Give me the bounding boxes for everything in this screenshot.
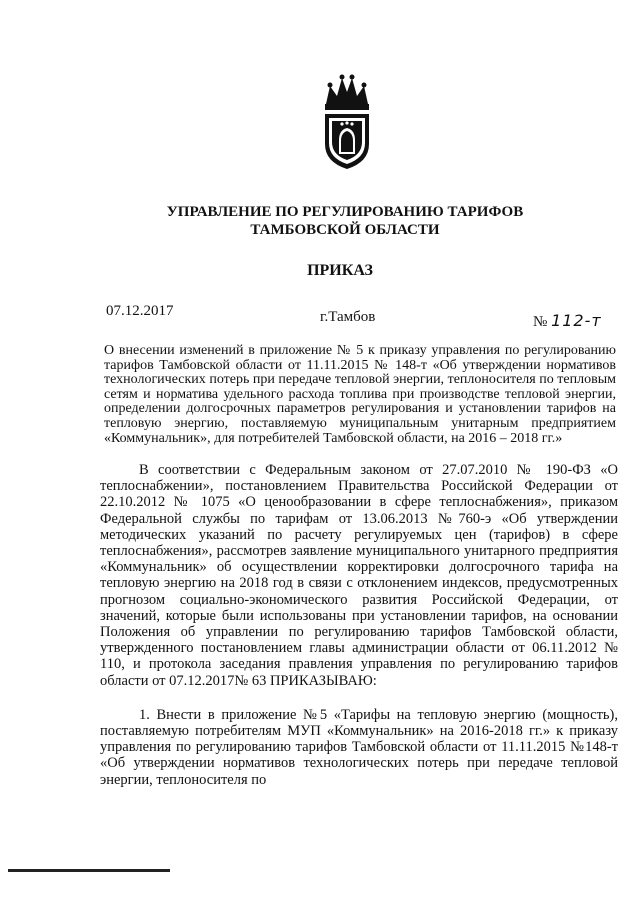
- tambov-coat-of-arms-icon: [320, 74, 374, 170]
- order-number-prefix: №: [533, 314, 548, 330]
- organization-name: [150, 203, 540, 239]
- document-type-title: ПРИКАЗ: [307, 262, 373, 279]
- order-city: г.Тамбов: [320, 309, 376, 325]
- bottom-rule: [8, 869, 170, 872]
- order-subject: [104, 344, 616, 446]
- order-subject-text: О внесении изменений в приложение № 5 к приказу управления по регулированию тарифов Тамбовской области от 11.11.2015 № 148-т «Об утверждении нормативов технологических потерь при передаче тепловой энергии, теплоносителя по тепловым сетям и норматива удельного расхода топлива при производстве тепловой энергии, определении долгосрочных параметров регулирования и установлении тарифов на тепловую энергию, поставляемую муниципальным унитарным предприятием «Коммунальник», для потребителей Тамбовской области, на 2016 – 2018 гг.»: [104, 343, 616, 446]
- order-date: 07.12.2017: [106, 303, 174, 319]
- organization-line-2: ТАМБОВСКОЙ ОБЛАСТИ: [250, 222, 440, 238]
- order-body: [100, 462, 618, 788]
- preamble-paragraph: В соответствии с Федеральным законом от 27.07.2010 № 190-ФЗ «О теплоснабжении», постановлением Правительства Российской Федерации от 22.10.2012 № 1075 «О ценообразовании в сфере теплоснабжения», приказом Федеральной службы по тарифам от 13.06.2013 №760-э «Об утверждении методических указаний по расчету регулируемых цен (тарифов) в сфере теплоснабжения», рассмотрев заявление муниципального унитарного предприятия «Коммунальник» об осуществлении корректировки долгосрочного тарифа на тепловую энергию на 2018 год в связи с отклонением индексов, предусмотренных прогнозом социально-экономического развития Российской Федерации, от значений, которые были использованы при установлении тарифов, на основании Положения об управлении по регулированию тарифов Тамбовской области, утвержденного постановлением главы администрации области от 06.11.2012 № 110, и протокола заседания правления управления по регулированию тарифов области от 07.12.2017№ 63 ПРИКАЗЫВАЮ:: [100, 462, 618, 689]
- order-number-handwritten: 112-т: [551, 311, 602, 330]
- clause-1-paragraph: 1. Внести в приложение №5 «Тарифы на тепловую энергию (мощность), поставляемую потребителям МУП «Коммунальник» на 2016-2018 гг.» к приказу управления по регулированию тарифов Тамбовской области от 11.11.2015 №148-т «Об утверждении нормативов технологических потерь при передаче тепловой энергии, теплоносителя по: [100, 706, 618, 788]
- order-number: [533, 311, 602, 331]
- organization-line-1: УПРАВЛЕНИЕ ПО РЕГУЛИРОВАНИЮ ТАРИФОВ: [166, 204, 524, 220]
